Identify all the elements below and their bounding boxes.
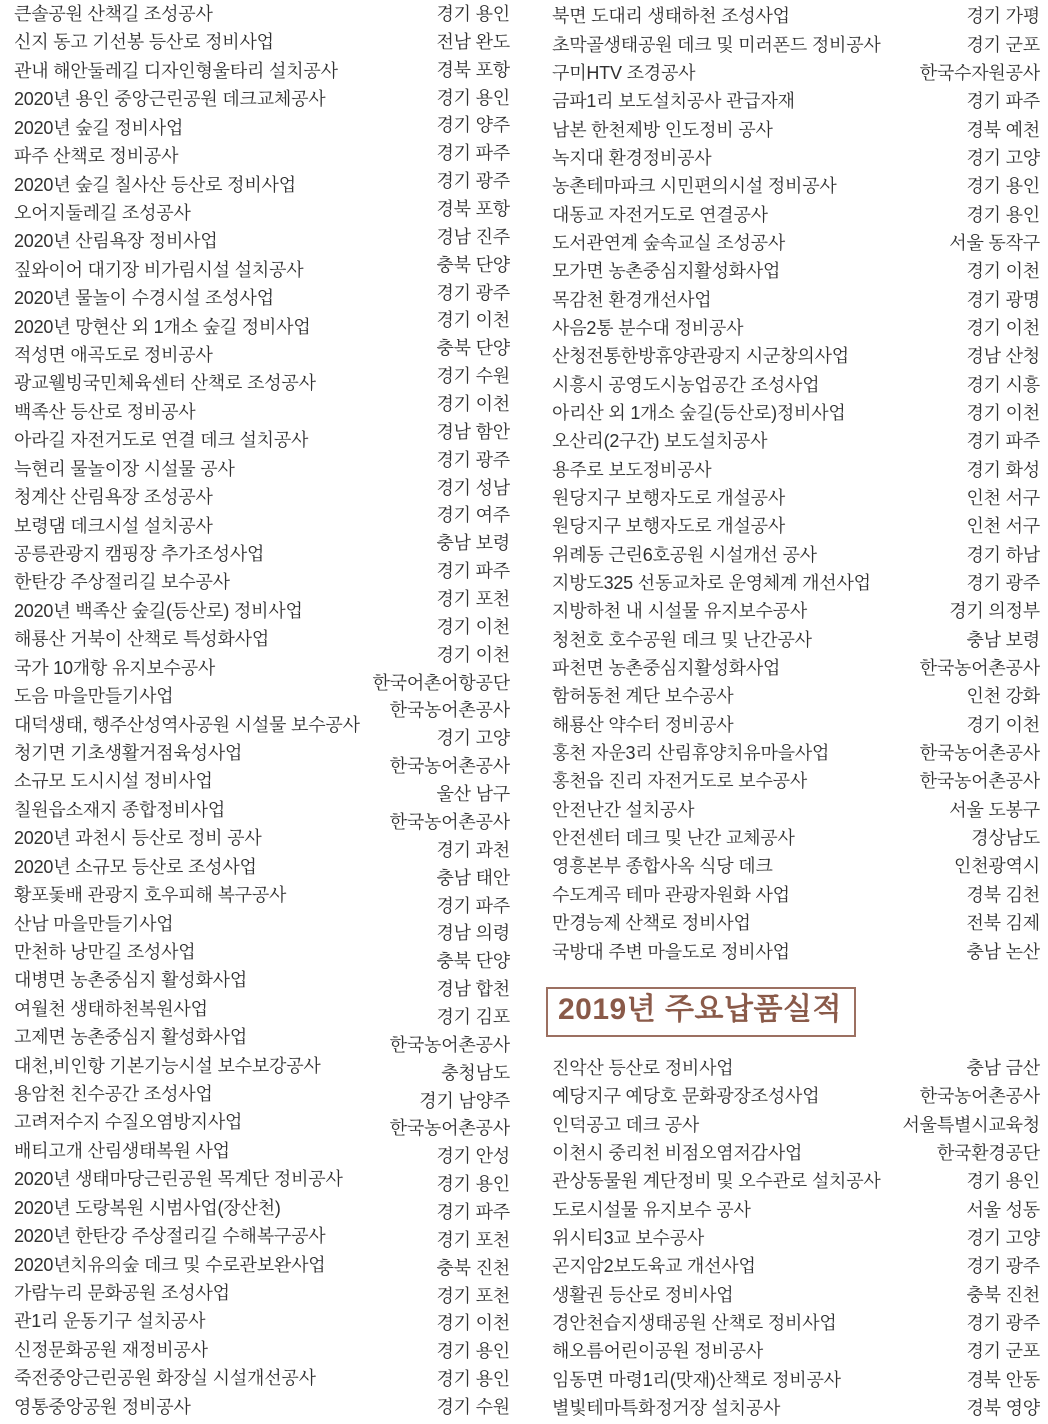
project-name: 대천,비인항 기본기능시설 보수보강공사 [14, 1055, 321, 1076]
project-name: 황포돛배 관광지 호우피해 복구공사 [14, 885, 287, 906]
project-name: 짚와이어 대기장 비가림시설 설치공사 [14, 259, 304, 280]
project-location: 충북 진천 [436, 1257, 510, 1278]
project-location: 경남 의령 [436, 923, 510, 944]
project-name: 도로시설물 유지보수 공사 [552, 1199, 751, 1220]
table-row [552, 1, 1040, 29]
project-name: 이천시 중리천 비점오염저감사업 [552, 1142, 803, 1163]
project-location: 경기 이천 [436, 1313, 510, 1334]
project-location: 경기 여주 [436, 505, 510, 526]
project-location: 경기 안성 [436, 1146, 510, 1167]
project-location: 한국농어촌공사 [919, 1086, 1040, 1107]
project-location: 경기 양주 [436, 115, 510, 136]
table-row [552, 1053, 1040, 1081]
project-location: 경기 광주 [436, 282, 510, 303]
project-location: 경기 용인 [436, 4, 510, 24]
project-name: 신정문화공원 재정비공사 [14, 1339, 208, 1360]
project-name: 안전센터 데크 및 난간 교체공사 [552, 828, 795, 849]
project-name: 임동면 마령1리(맛재)산책로 정비공사 [552, 1369, 841, 1390]
table-row [552, 58, 1040, 86]
project-name: 오산리(2구간) 보도설치공사 [552, 431, 768, 452]
project-name: 산청전통한방휴양관광지 시군창의사업 [552, 346, 849, 367]
table-row [552, 1336, 1040, 1364]
section-header-2019-title: 2019년 주요납품실적 [546, 987, 856, 1037]
project-name: 아라길 자전거도로 연결 데크 설치공사 [14, 430, 309, 451]
project-location: 경기 이천 [966, 261, 1040, 282]
table-row [552, 653, 1040, 681]
project-location: 경기 용인 [436, 87, 510, 108]
table-row [552, 1194, 1040, 1222]
project-name: 해오름어린이공원 정비공사 [552, 1341, 764, 1362]
project-location: 경북 영양 [966, 1397, 1040, 1418]
project-location: 서울특별시교육청 [902, 1114, 1040, 1135]
project-location: 충북 진천 [966, 1284, 1040, 1305]
project-name: 만경능제 산책로 정비사업 [552, 913, 751, 934]
project-location: 경기 김포 [436, 1006, 510, 1027]
project-name: 청천호 호수공원 데크 및 난간공사 [552, 629, 812, 650]
project-name: 2020년 소규모 등산로 조성사업 [14, 856, 257, 877]
table-row [552, 341, 1040, 369]
project-location: 경기 포천 [436, 589, 510, 610]
project-name: 금파1리 보도설치공사 관급자재 [552, 91, 795, 112]
project-location: 경기 용인 [966, 1171, 1040, 1192]
table-row [552, 313, 1040, 341]
project-location: 한국농어촌공사 [389, 811, 510, 832]
project-name: 2020년 도랑복원 시범사업(장산천) [14, 1197, 281, 1218]
project-location: 충북 단양 [436, 951, 510, 972]
project-name: 지방하천 내 시설물 유지보수공사 [552, 601, 808, 622]
project-location: 한국환경공단 [936, 1142, 1040, 1163]
project-location: 경기 광주 [436, 171, 510, 192]
project-location: 경기 가평 [966, 6, 1040, 27]
project-location: 전북 김제 [966, 913, 1040, 934]
project-location: 충청남도 [441, 1062, 510, 1083]
project-name: 초막골생태공원 데크 및 미러폰드 정비공사 [552, 34, 881, 55]
project-name: 죽전중앙근린공원 화장실 시설개선공사 [14, 1368, 316, 1389]
project-location: 경기 용인 [966, 176, 1040, 197]
left-column [14, 0, 510, 1424]
project-name: 가람누리 문화공원 조성사업 [14, 1282, 230, 1303]
table-row [552, 483, 1040, 511]
project-location: 경기 용인 [436, 1369, 510, 1390]
project-location: 경기 광주 [966, 1256, 1040, 1277]
project-location: 경기 고양 [966, 1227, 1040, 1248]
project-name: 2020년 물놀이 수경시설 조성사업 [14, 288, 274, 309]
project-location: 경기 용인 [436, 1174, 510, 1195]
project-name: 산남 마을만들기사업 [14, 913, 174, 934]
project-name: 2020년 한탄강 주상절리길 수해복구공사 [14, 1226, 326, 1247]
project-location: 충남 태안 [436, 867, 510, 888]
project-name: 지방도325 선동교차로 운영체계 개선사업 [552, 573, 871, 594]
project-name: 사음2통 분수대 정비공사 [552, 317, 744, 338]
project-location: 경상남도 [971, 828, 1040, 849]
project-name: 원당지구 보행자도로 개설공사 [552, 516, 786, 537]
project-name: 2020년 숲길 칠사산 등산로 정비사업 [14, 174, 296, 195]
project-location: 경북 예천 [966, 119, 1040, 140]
table-row [552, 908, 1040, 936]
project-name: 백족산 등산로 정비공사 [14, 401, 196, 422]
project-location: 경기 시흥 [966, 374, 1040, 395]
project-location: 경북 김천 [966, 884, 1040, 905]
project-location: 경기 고양 [436, 728, 510, 749]
table-row [552, 936, 1040, 964]
project-location: 경기 광주 [436, 449, 510, 470]
table-row [552, 540, 1040, 568]
project-name: 북면 도대리 생태하천 조성사업 [552, 6, 790, 27]
list-2020-section [552, 1, 1040, 965]
project-name: 배티고개 산림생태복원 사업 [14, 1140, 230, 1161]
project-name: 생활권 등산로 정비사업 [552, 1284, 734, 1305]
project-location: 경기 고양 [966, 147, 1040, 168]
table-row [552, 1393, 1040, 1421]
project-location: 경기 수원 [436, 366, 510, 387]
project-location: 경기 파주 [436, 895, 510, 916]
project-location: 경기 포천 [436, 1229, 510, 1250]
project-location: 경기 파주 [966, 91, 1040, 112]
project-name: 영통중앙공원 정비공사 [14, 1396, 191, 1417]
table-row [552, 143, 1040, 171]
right-column [552, 0, 1040, 1421]
project-location: 경기 하남 [966, 544, 1040, 565]
table-row [552, 710, 1040, 738]
project-name: 인덕공고 데크 공사 [552, 1114, 700, 1135]
table-row [552, 455, 1040, 483]
project-name: 국가 10개항 유지보수공사 [14, 657, 216, 678]
project-name: 농촌테마파크 시민편의시설 정비공사 [552, 176, 837, 197]
project-location: 경기 광주 [966, 1312, 1040, 1333]
project-name: 광교웰빙국민체육센터 산책로 조성공사 [14, 373, 316, 394]
table-row [552, 114, 1040, 142]
project-name: 모가면 농촌중심지활성화사업 [552, 261, 781, 282]
project-name: 대병면 농촌중심지 활성화사업 [14, 970, 248, 991]
project-name: 목감천 환경개선사업 [552, 289, 712, 310]
project-location: 경기 포천 [436, 1285, 510, 1306]
project-name: 별빛테마특화정거장 설치공사 [552, 1397, 781, 1418]
project-location: 인천 서구 [966, 488, 1040, 509]
table-row [552, 171, 1040, 199]
table-row [552, 568, 1040, 596]
project-name: 진악산 등산로 정비사업 [552, 1057, 734, 1078]
project-location: 경기 성남 [436, 477, 510, 498]
project-name: 만천하 낭만길 조성사업 [14, 941, 196, 962]
table-row [552, 596, 1040, 624]
project-name: 해룡산 약수터 정비공사 [552, 714, 734, 735]
project-name: 관1리 운동기구 설치공사 [14, 1311, 206, 1332]
table-row [552, 1251, 1040, 1279]
project-name: 한탄강 주상절리길 보수공사 [14, 572, 230, 593]
table-row [552, 1223, 1040, 1251]
project-location: 한국농어촌공사 [389, 700, 510, 721]
project-name: 2020년 백족산 숲길(등산로) 정비사업 [14, 600, 303, 621]
table-row [552, 29, 1040, 57]
project-location: 한국농어촌공사 [389, 1118, 510, 1139]
table-row [552, 795, 1040, 823]
table-row [552, 1308, 1040, 1336]
project-location: 경기 수원 [436, 1396, 510, 1417]
project-name: 대덕생태, 행주산성역사공원 시설물 보수공사 [14, 714, 360, 735]
project-name: 홍천 자운3리 산림휴양치유마을사업 [552, 743, 830, 764]
project-location: 한국어촌어항공단 [372, 672, 510, 693]
project-name: 여월천 생태하천복원사업 [14, 998, 208, 1019]
project-location: 경기 광명 [966, 289, 1040, 310]
project-location: 울산 남구 [436, 784, 510, 805]
project-name: 안전난간 설치공사 [552, 799, 695, 820]
table-row [552, 398, 1040, 426]
project-location: 전남 완도 [436, 31, 510, 52]
project-location: 경남 산청 [966, 346, 1040, 367]
project-name: 2020년 숲길 정비사업 [14, 117, 184, 138]
project-location: 경기 용인 [966, 204, 1040, 225]
project-location: 경기 의정부 [949, 601, 1040, 622]
project-name: 위시티3교 보수공사 [552, 1227, 705, 1248]
project-location: 한국농어촌공사 [919, 743, 1040, 764]
project-location: 서울 성동 [966, 1199, 1040, 1220]
project-location: 충북 단양 [436, 338, 510, 359]
project-location: 경북 포항 [436, 59, 510, 80]
table-row [552, 1364, 1040, 1392]
project-location: 경기 이천 [436, 310, 510, 331]
table-row [552, 851, 1040, 879]
table-row [552, 1279, 1040, 1307]
project-name: 용주로 보도정비공사 [552, 459, 712, 480]
project-location: 경기 용인 [436, 1341, 510, 1362]
project-location: 경기 이천 [966, 317, 1040, 338]
project-name: 신지 동고 기선봉 등산로 정비사업 [14, 32, 274, 53]
project-location: 경기 이천 [436, 644, 510, 665]
project-location: 인천 서구 [966, 516, 1040, 537]
table-row [552, 228, 1040, 256]
project-name: 시흥시 공영도시농업공간 조성사업 [552, 374, 820, 395]
project-name: 녹지대 환경정비공사 [552, 147, 712, 168]
project-location: 충남 논산 [966, 941, 1040, 962]
project-name: 칠원읍소재지 종합정비사업 [14, 799, 226, 820]
project-location: 경기 이천 [966, 402, 1040, 423]
project-location: 경기 이천 [436, 616, 510, 637]
project-name: 고제면 농촌중심지 활성화사업 [14, 1027, 248, 1048]
project-name: 도서관연계 숲속교실 조성공사 [552, 232, 786, 253]
project-name: 고려저수지 수질오염방지사업 [14, 1112, 243, 1133]
section-header-2019 [546, 987, 1040, 1037]
project-name: 위례동 근린6호공원 시설개선 공사 [552, 544, 817, 565]
project-location: 한국수자원공사 [919, 62, 1040, 83]
project-name: 수도계곡 테마 관광자원화 사업 [552, 884, 790, 905]
table-row [552, 766, 1040, 794]
project-location: 충남 보령 [436, 533, 510, 554]
project-name: 2020년 산림욕장 정비사업 [14, 231, 218, 252]
project-name: 늑현리 물놀이장 시설물 공사 [14, 458, 235, 479]
project-location: 서울 동작구 [949, 232, 1040, 253]
project-location: 경기 광주 [966, 573, 1040, 594]
project-name: 관내 해안둘레길 디자인형울타리 설치공사 [14, 60, 338, 81]
project-location: 경기 화성 [966, 459, 1040, 480]
project-name: 큰솔공원 산책길 조성공사 [14, 4, 213, 24]
project-location: 서울 도봉구 [949, 799, 1040, 820]
project-name: 파주 산책로 정비공사 [14, 146, 179, 167]
left-projects-list [14, 3, 360, 1418]
project-location: 경기 파주 [436, 1201, 510, 1222]
project-location: 경기 군포 [966, 34, 1040, 55]
project-location: 경기 군포 [966, 1341, 1040, 1362]
project-name: 2020년 망현산 외 1개소 숲길 정비사업 [14, 316, 311, 337]
table-row [552, 1109, 1040, 1137]
project-location: 경북 포항 [436, 199, 510, 220]
table-row [552, 199, 1040, 227]
project-name: 구미HTV 조경공사 [552, 62, 696, 83]
project-location: 충남 금산 [966, 1057, 1040, 1078]
project-location: 충남 보령 [966, 629, 1040, 650]
project-name: 해룡산 거북이 산책로 특성화사업 [14, 629, 270, 650]
table-row [552, 511, 1040, 539]
table-row [552, 681, 1040, 709]
project-name: 도음 마을만들기사업 [14, 686, 174, 707]
project-location: 한국농어촌공사 [919, 658, 1040, 679]
project-location: 충북 단양 [436, 254, 510, 275]
project-name: 대동교 자전거도로 연결공사 [552, 204, 768, 225]
project-location: 한국농어촌공사 [389, 1034, 510, 1055]
table-row [552, 369, 1040, 397]
project-name: 관상동물원 계단정비 및 오수관로 설치공사 [552, 1171, 881, 1192]
table-row [552, 1166, 1040, 1194]
project-location: 한국농어촌공사 [919, 771, 1040, 792]
project-name: 공릉관광지 캠핑장 추가조성사업 [14, 544, 265, 565]
project-name: 2020년 용인 중앙근린공원 데크교체공사 [14, 89, 326, 110]
project-location: 경남 진주 [436, 226, 510, 247]
project-location: 경기 남양주 [419, 1090, 510, 1111]
project-name: 파천면 농촌중심지활성화사업 [552, 658, 781, 679]
project-location: 경남 함안 [436, 421, 510, 442]
project-location: 한국농어촌공사 [389, 756, 510, 777]
project-name: 2020년 생태마당근린공원 목계단 정비공사 [14, 1169, 343, 1190]
project-location: 경기 파주 [966, 431, 1040, 452]
project-name: 곤지암2보도육교 개선사업 [552, 1256, 756, 1277]
project-name: 용암천 친수공간 조성사업 [14, 1084, 213, 1105]
project-name: 국방대 주변 마을도로 정비사업 [552, 941, 790, 962]
project-name: 남본 한천제방 인도정비 공사 [552, 119, 773, 140]
project-name: 청기면 기초생활거점육성사업 [14, 742, 243, 763]
project-name: 예당지구 예당호 문화광장조성사업 [552, 1086, 820, 1107]
project-name: 함허동천 계단 보수공사 [552, 686, 734, 707]
project-location: 경기 이천 [966, 714, 1040, 735]
project-name: 청계산 산림욕장 조성공사 [14, 487, 213, 508]
table-row [552, 256, 1040, 284]
project-name: 2020년 과천시 등산로 정비 공사 [14, 828, 262, 849]
project-name: 영흥본부 종합사옥 식당 데크 [552, 856, 773, 877]
project-location: 인천광역시 [954, 856, 1040, 877]
project-name: 소규모 도시시설 정비사업 [14, 771, 213, 792]
project-name: 경안천습지생태공원 산책로 정비사업 [552, 1312, 837, 1333]
table-row [552, 1081, 1040, 1109]
list-2019-section [552, 1053, 1040, 1421]
project-name: 2020년치유의숲 데크 및 수로관보완사업 [14, 1254, 326, 1275]
project-name: 아리산 외 1개소 숲길(등산로)정비사업 [552, 402, 846, 423]
project-name: 홍천읍 진리 자전거도로 보수공사 [552, 771, 808, 792]
table-row [552, 625, 1040, 653]
project-location: 인천 강화 [966, 686, 1040, 707]
table-row [552, 284, 1040, 312]
project-location: 경기 과천 [436, 839, 510, 860]
table-row [552, 880, 1040, 908]
project-location: 경기 파주 [436, 561, 510, 582]
project-name: 오어지둘레길 조성공사 [14, 202, 191, 223]
table-row [552, 1138, 1040, 1166]
project-name: 보령댐 데크시설 설치공사 [14, 515, 213, 536]
left-locations-list [372, 3, 510, 1418]
project-name: 원당지구 보행자도로 개설공사 [552, 488, 786, 509]
table-row [552, 426, 1040, 454]
project-location: 경남 합천 [436, 979, 510, 1000]
table-row [552, 823, 1040, 851]
table-row [552, 738, 1040, 766]
project-name: 적성면 애곡도로 정비공사 [14, 345, 213, 366]
project-location: 경기 이천 [436, 394, 510, 415]
table-row [552, 86, 1040, 114]
project-location: 경북 안동 [966, 1369, 1040, 1390]
project-location: 경기 파주 [436, 143, 510, 164]
